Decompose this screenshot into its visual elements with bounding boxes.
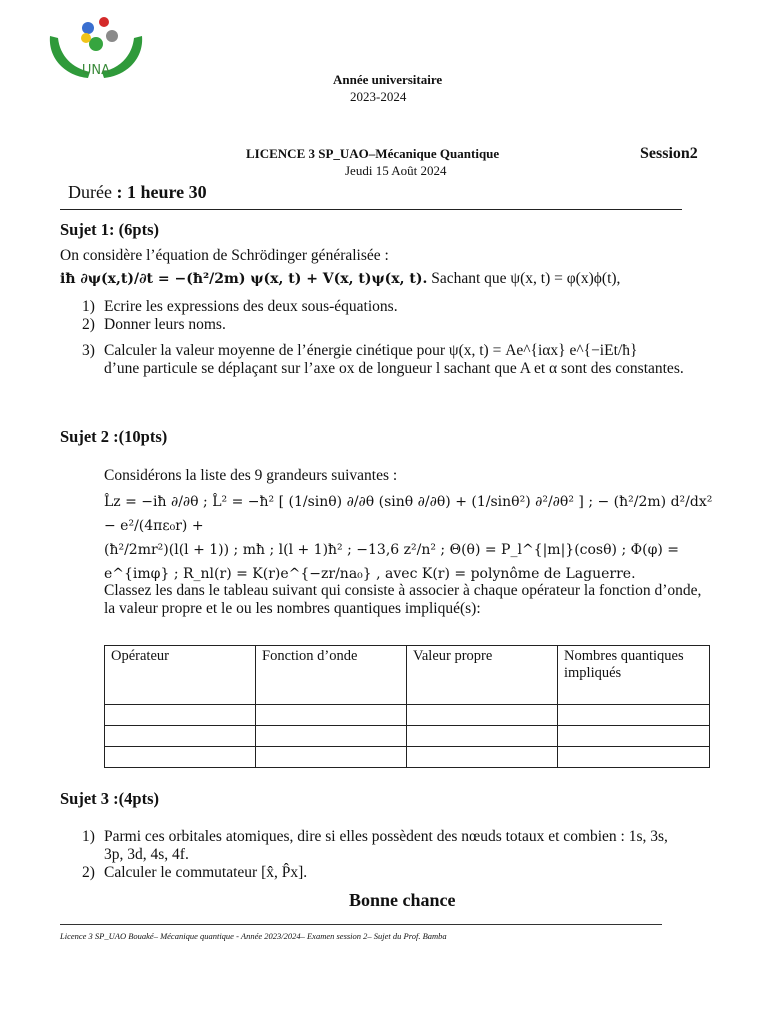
- item-number: 2): [82, 316, 95, 333]
- item-number: 1): [82, 828, 95, 845]
- quantities-list: [104, 490, 724, 586]
- item-number: 1): [82, 298, 95, 315]
- sujet2-instructions: Classez les dans le tableau suivant qui consiste à associer à chaque opérateur la fonction d’onde, la valeur propre et le ou les nombres quantiques impliqué(s):: [104, 582, 702, 617]
- table-cell[interactable]: [105, 705, 256, 726]
- table-cell[interactable]: [105, 747, 256, 768]
- header-divider: [60, 209, 682, 210]
- list-item: [82, 828, 682, 864]
- math-line-1: L̂z = −iħ ∂/∂θ ; L̂² = −ħ² [ (1/sinθ) ∂/∂θ (sinθ ∂/∂θ) + (1/sinθ²) ∂²/∂θ² ] ; − (ħ²/2m) d²/dx² − e²/(4πε₀r) +: [104, 494, 713, 534]
- duration-value: : 1 heure 30: [116, 182, 207, 202]
- table-row: [105, 726, 710, 747]
- header-nombres: Nombres quantiques impliqués: [558, 646, 710, 705]
- table-row: [105, 747, 710, 768]
- item-text: Ecrire les expressions des deux sous-équations.: [104, 298, 398, 315]
- item3-continuation: d’une particule se déplaçant sur l’axe ox de longueur l sachant que A et α sont des constantes.: [104, 360, 684, 377]
- list-item: [82, 298, 722, 316]
- sujet3-title: Sujet 3 :(4pts): [60, 789, 159, 808]
- item-number: 2): [82, 864, 95, 881]
- header-operateur: Opérateur: [105, 646, 256, 705]
- table-cell[interactable]: [407, 747, 558, 768]
- classification-table: [104, 645, 710, 768]
- academic-year-label: Année universitaire: [333, 72, 443, 87]
- item-text: Parmi ces orbitales atomiques, dire si elles possèdent des nœuds totaux et combien : 1s, 3s, 3p, 3d, 4s, 4f.: [104, 828, 668, 863]
- table-cell[interactable]: [407, 705, 558, 726]
- sujet3-list: [82, 828, 682, 882]
- logo-text: UNA: [81, 63, 111, 78]
- session-label: Session2: [640, 145, 698, 162]
- table-cell[interactable]: [407, 726, 558, 747]
- list-item: [82, 342, 722, 360]
- table-cell[interactable]: [558, 726, 710, 747]
- table-cell[interactable]: [105, 726, 256, 747]
- header-valeur: Valeur propre: [407, 646, 558, 705]
- item-text: Calculer la valeur moyenne de l’énergie cinétique pour ψ(x, t) = Ae^{iαx} e^{−iEt/ħ}: [104, 342, 638, 359]
- sujet1-intro: On considère l’équation de Schrödinger généralisée :: [60, 247, 389, 264]
- table-cell[interactable]: [256, 747, 407, 768]
- math-line-2: (ħ²/2mr²)(l(l + 1)) ; mħ ; l(l + 1)ħ² ; −13,6 z²/n² ; Θ(θ) = P_l^{|m|}(cosθ) ; Φ(φ) =: [104, 542, 680, 558]
- item-text: Donner leurs noms.: [104, 316, 226, 333]
- sujet1-equation-suffix: Sachant que ψ(x, t) = φ(x)ϕ(t),: [431, 270, 621, 287]
- list-item: [82, 864, 682, 882]
- sujet1-title: Sujet 1: (6pts): [60, 220, 159, 239]
- course-title: LICENCE 3 SP_UAO–Mécanique Quantique: [246, 146, 500, 161]
- item-number: 3): [82, 342, 95, 359]
- math-line-3: e^{imφ} ; R_nl(r) = K(r)e^{−zr/na₀} , avec K(r) = polynôme de Laguerre.: [104, 566, 636, 582]
- duration-label: Durée: [68, 182, 112, 202]
- university-logo: [46, 14, 146, 94]
- schrodinger-equation: iħ ∂ψ(x,t)/∂t = −(ħ²/2m) ψ(x, t) + V(x, t)ψ(x, t).: [60, 271, 428, 287]
- table-cell[interactable]: [256, 726, 407, 747]
- header-fonction: Fonction d’onde: [256, 646, 407, 705]
- sujet1-equation-line: [60, 270, 710, 288]
- list-item: [82, 316, 722, 334]
- academic-year: 2023-2024: [350, 89, 407, 104]
- sujet1-list: [82, 298, 722, 378]
- table-row: [105, 705, 710, 726]
- footer-text: Licence 3 SP_UAO Bouaké– Mécanique quantique - Année 2023/2024– Examen session 2– Sujet du Prof. Bamba: [60, 931, 447, 941]
- table-cell[interactable]: [256, 705, 407, 726]
- table-header-row: [105, 646, 710, 705]
- exam-date: Jeudi 15 Août 2024: [345, 163, 447, 178]
- table-cell[interactable]: [558, 705, 710, 726]
- closing-text: Bonne chance: [349, 890, 456, 910]
- sujet2-title: Sujet 2 :(10pts): [60, 427, 168, 446]
- duration: [68, 182, 207, 203]
- sujet2-intro: Considérons la liste des 9 grandeurs suivantes :: [104, 467, 398, 484]
- table-cell[interactable]: [558, 747, 710, 768]
- item-text: Calculer le commutateur [x̂, P̂x].: [104, 864, 308, 881]
- footer-divider: [60, 924, 662, 925]
